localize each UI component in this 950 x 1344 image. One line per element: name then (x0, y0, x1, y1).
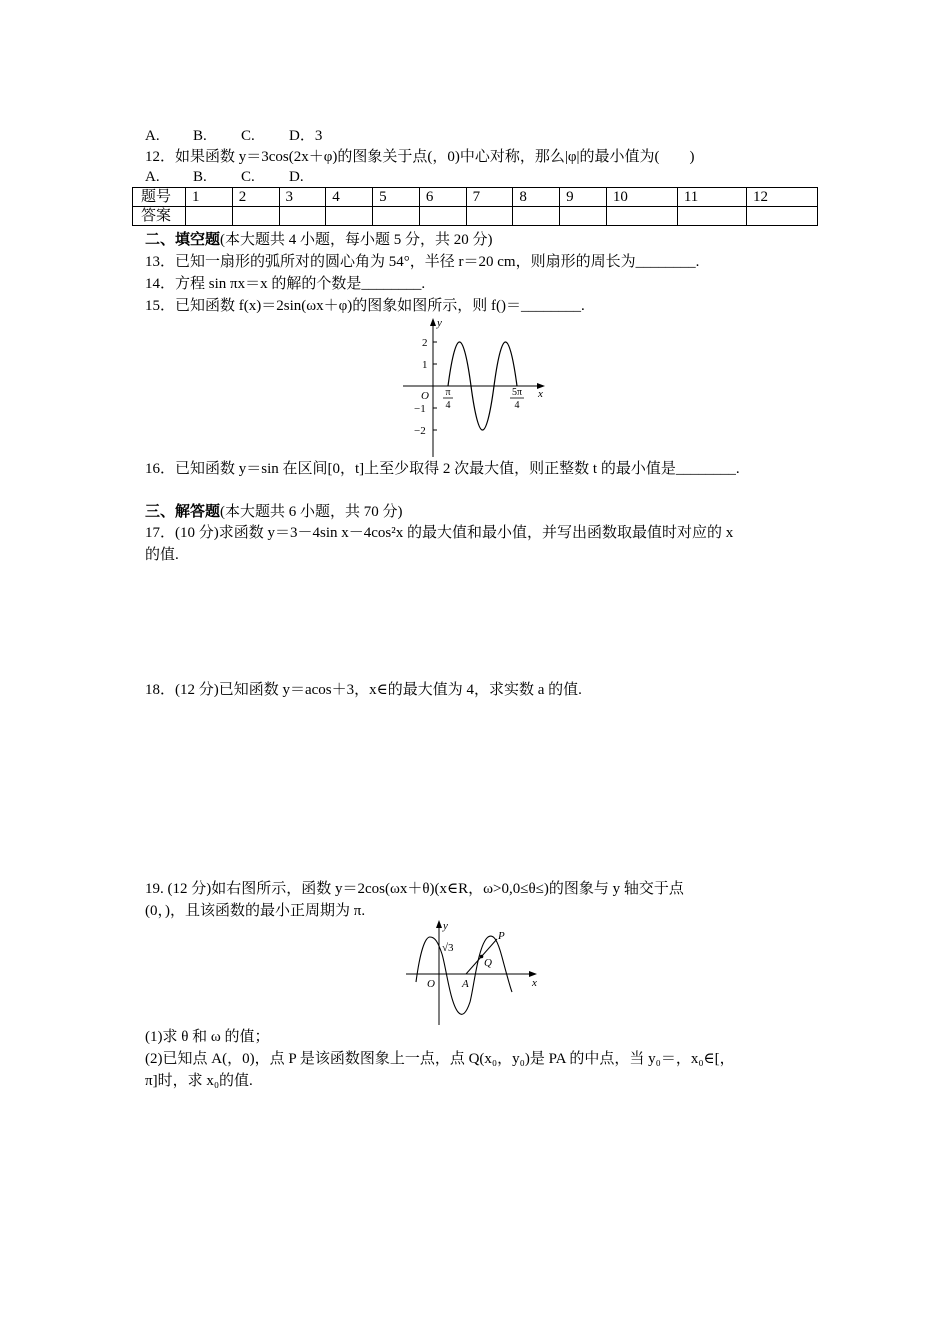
question-13: 13．已知一扇形的弧所对的圆心角为 54°，半径 r＝20 cm，则扇形的周长为________. (145, 254, 700, 270)
table-cell: 5 (373, 188, 420, 207)
answer-cell[interactable] (279, 207, 326, 226)
table-row (133, 188, 818, 207)
tick-label: 1 (422, 359, 428, 371)
point-q (480, 955, 484, 959)
y-axis-arrow (430, 318, 436, 326)
answer-cell[interactable] (232, 207, 279, 226)
x-label: x (532, 977, 537, 989)
row-label-number: 题号 (133, 188, 186, 207)
sqrt3-label: √3 (442, 942, 454, 954)
x-tick-num: 5π (511, 387, 523, 398)
section-note: (本大题共 4 小题，每小题 5 分，共 20 分) (220, 232, 493, 248)
y-label: y (437, 317, 442, 329)
question-17-line2: 的值. (145, 547, 179, 563)
option-b: B. (193, 169, 207, 185)
y-label: y (443, 920, 448, 932)
point-a-label: A (462, 978, 469, 990)
option-c: C. (241, 128, 255, 144)
point-q-label: Q (484, 957, 492, 969)
answer-cell[interactable] (747, 207, 818, 226)
question-14: 14．方程 sin πx＝x 的解的个数是________. (145, 276, 426, 292)
table-cell: 9 (560, 188, 607, 207)
question-19-line2: (0，)，且该函数的最小正周期为 π. (145, 903, 366, 919)
option-d: D. (289, 169, 304, 185)
table-cell: 4 (326, 188, 373, 207)
q12-options (145, 167, 304, 187)
section-3-heading (145, 502, 403, 522)
option-a: A. (145, 169, 160, 185)
x-label: x (538, 388, 543, 400)
question-19-part2-line1: (2)已知点 A(，0)，点 P 是该函数图象上一点，点 Q(x₀，y₀)是 PA 的中点，当 y₀＝，x₀∈[， (145, 1051, 735, 1067)
answer-cell[interactable] (326, 207, 373, 226)
section-title: 三、解答题 (145, 504, 221, 520)
table-row (133, 207, 818, 226)
option-a: A. (145, 128, 160, 144)
tick-label: 2 (422, 337, 428, 349)
question-17-line1: 17．(10 分)求函数 y＝3－4sin x－4cos²x 的最大值和最小值，并写出函数取最值时对应的 x (145, 525, 734, 541)
option-c: C. (241, 169, 255, 185)
table-cell: 6 (419, 188, 466, 207)
y-axis-arrow (436, 920, 442, 928)
section-note: (本大题共 6 小题，共 70 分) (220, 504, 403, 520)
option-d: D．3 (289, 128, 323, 144)
answer-cell[interactable] (606, 207, 677, 226)
table-cell: 1 (186, 188, 233, 207)
answer-cell[interactable] (373, 207, 420, 226)
answer-cell[interactable] (466, 207, 513, 226)
section-2-heading (145, 230, 493, 250)
answer-cell[interactable] (513, 207, 560, 226)
x-tick-den: 4 (514, 400, 520, 411)
q11-options (145, 126, 322, 146)
section-title: 二、填空题 (145, 232, 221, 248)
q15-sine-graph (395, 315, 555, 460)
origin-label: O (421, 390, 429, 402)
answer-table (132, 187, 818, 226)
question-12: 12．如果函数 y＝3cos(2x＋φ)的图象关于点(，0)中心对称，那么|φ|的最小值为( ) (145, 149, 695, 165)
origin-label: O (427, 978, 435, 990)
question-18: 18．(12 分)已知函数 y＝acos＋3，x∈的最大值为 4，求实数 a 的值. (145, 682, 582, 698)
q19-cosine-graph (402, 917, 552, 1027)
answer-cell[interactable] (677, 207, 746, 226)
question-16: 16．已知函数 y＝sin 在区间[0，t]上至少取得 2 次最大值，则正整数 t 的最小值是________. (145, 461, 740, 477)
row-label-answer: 答案 (133, 207, 186, 226)
tick-label: −2 (414, 425, 426, 437)
table-cell: 10 (606, 188, 677, 207)
table-cell: 2 (232, 188, 279, 207)
answer-cell[interactable] (186, 207, 233, 226)
table-cell: 8 (513, 188, 560, 207)
point-p-label: P (498, 930, 505, 942)
x-tick-den: 4 (445, 400, 451, 411)
tick-label: −1 (414, 403, 426, 415)
table-cell: 12 (747, 188, 818, 207)
question-19-part1: (1)求 θ 和 ω 的值； (145, 1029, 270, 1045)
cosine-curve (416, 936, 512, 1014)
answer-cell[interactable] (560, 207, 607, 226)
table-cell: 7 (466, 188, 513, 207)
answer-cell[interactable] (419, 207, 466, 226)
question-19-line1: 19. (12 分)如右图所示，函数 y＝2cos(ωx＋θ)(x∈R，ω>0,0≤θ≤)的图象与 y 轴交于点 (145, 881, 684, 897)
x-tick-num: π (445, 387, 451, 398)
table-cell: 3 (279, 188, 326, 207)
option-b: B. (193, 128, 207, 144)
question-19-part2-line2: π]时，求 x₀的值. (145, 1073, 253, 1089)
table-cell: 11 (677, 188, 746, 207)
question-15: 15．已知函数 f(x)＝2sin(ωx＋φ)的图象如图所示，则 f()＝________. (145, 298, 585, 314)
